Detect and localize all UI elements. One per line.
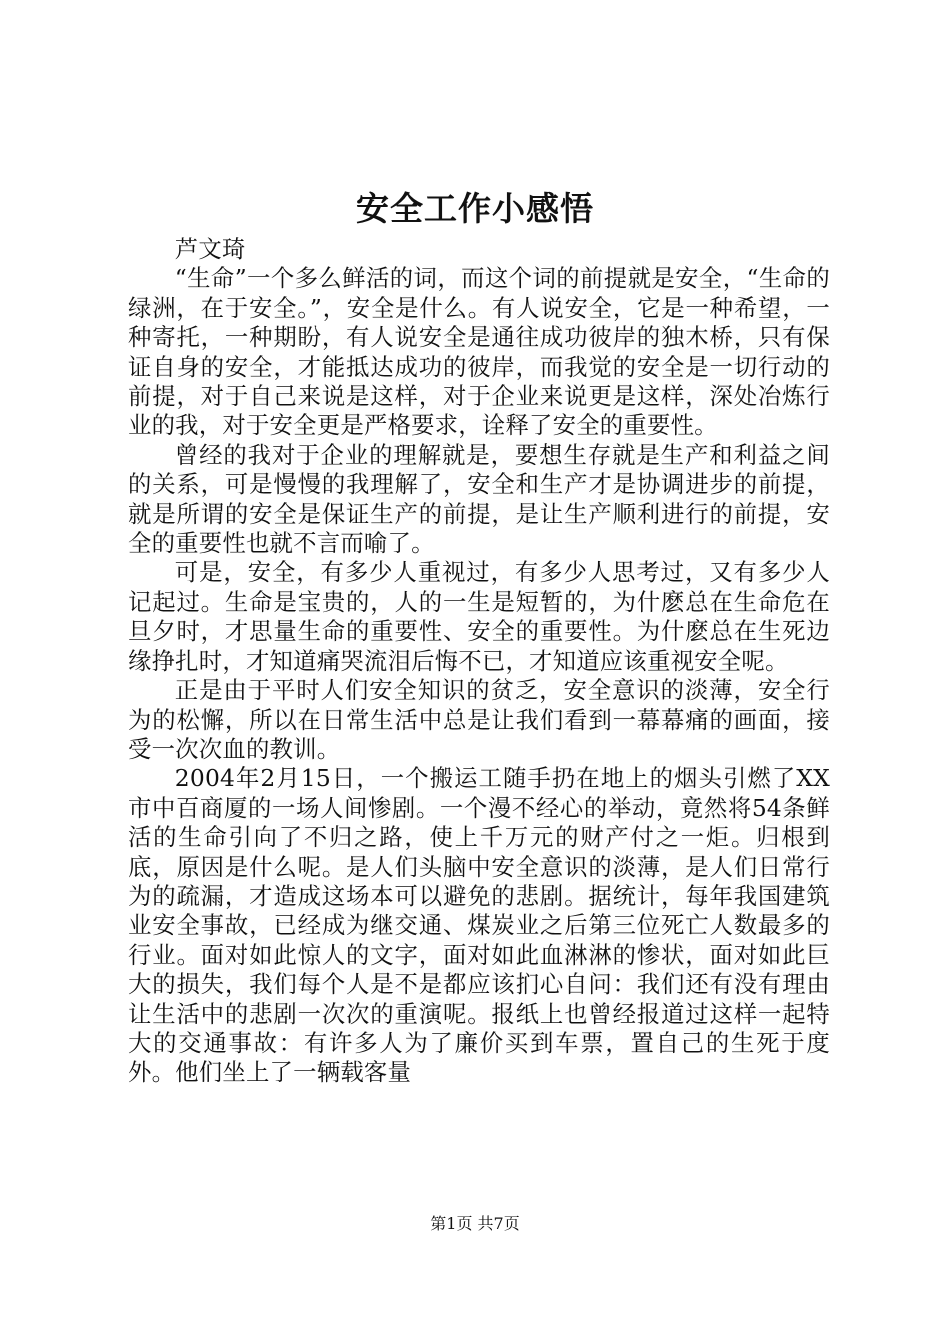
page-number-footer: 第1页 共7页	[430, 1214, 520, 1233]
paragraph-2: 曾经的我对于企业的理解就是，要想生存就是生产和利益之间的关系，可是慢慢的我理解了，安全和生产才是协调进步的前提，就是所谓的安全是保证生产的前提，是让生产顺利进行的前提，安全的重要性也就不言而喻了。	[128, 440, 830, 558]
document-body	[128, 235, 830, 1088]
page-title: 安全工作小感悟	[356, 189, 594, 228]
paragraph-4: 正是由于平时人们安全知识的贫乏，安全意识的淡薄，安全行为的松懈，所以在日常生活中总是让我们看到一幕幕痛的画面，接受一次次血的教训。	[128, 676, 830, 763]
paragraph-1: “生命”一个多么鲜活的词，而这个词的前提就是安全，“生命的绿洲，在于安全。”，安全是什么。有人说安全，它是一种希望，一种寄托，一种期盼，有人说安全是通往成功彼岸的独木桥，只有保证自身的安全，才能抵达成功的彼岸，而我觉的安全是一切行动的前提，对于自己来说是这样，对于企业来说更是这样，深处冶炼行业的我，对于安全更是严格要求，诠释了安全的重要性。	[128, 264, 830, 440]
paragraph-5: 2004年2月15日，一个搬运工随手扔在地上的烟头引燃了XX市中百商厦的一场人间惨剧。一个漫不经心的举动，竟然将54条鲜活的生命引向了不归之路，使上千万元的财产付之一炬。归根到底，原因是什么呢。是人们头脑中安全意识的淡薄，是人们日常行为的疏漏，才造成这场本可以避免的悲剧。据统计，每年我国建筑业安全事故，已经成为继交通、煤炭业之后第三位死亡人数最多的行业。面对如此惊人的文字，面对如此血淋淋的惨状，面对如此巨大的损失，我们每个人是不是都应该扪心自问：我们还有没有理由让生活中的悲剧一次次的重演呢。报纸上也曾经报道过这样一起特大的交通事故：有许多人为了廉价买到车票，置自己的生死于度外。他们坐上了一辆载客量	[128, 764, 830, 1087]
paragraph-3: 可是，安全，有多少人重视过，有多少人思考过，又有多少人记起过。生命是宝贵的，人的一生是短暂的，为什麽总在生命危在旦夕时，才思量生命的重要性、安全的重要性。为什麽总在生死边缘挣扎时，才知道痛哭流泪后悔不已，才知道应该重视安全呢。	[128, 558, 830, 675]
author-line: 芦文琦	[174, 235, 246, 263]
